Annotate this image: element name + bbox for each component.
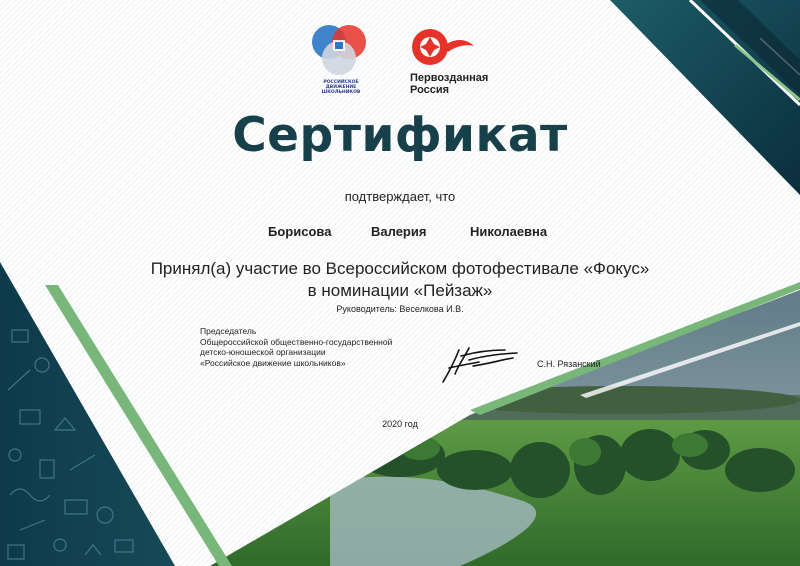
chairman-block (200, 326, 392, 368)
signature-mark (435, 338, 525, 386)
rds-logo (303, 20, 375, 98)
leader-text: Руководитель: Веселкова И.В. (336, 304, 464, 314)
chairman-line4: «Российское движение школьников» (200, 357, 346, 368)
chairman-line2: Общероссийской общественно-государственной (200, 336, 393, 347)
recipient-surname: Борисова (268, 224, 332, 239)
pr-text-line1: Первозданная (410, 72, 489, 84)
rds-text-line1: РОССИЙСКОЕ (323, 80, 359, 85)
pervozdannaya-logo (404, 24, 514, 104)
pervozdannaya-logo-text (410, 72, 488, 96)
chairman-line3: детско-юношеской организации (200, 347, 326, 357)
recipient-first-name: Валерия (371, 224, 427, 239)
pr-text-line2: Россия (410, 84, 450, 96)
confirms-text: подтверждает, что (344, 189, 456, 204)
participation-line2: в номинации «Пейзаж» (307, 281, 493, 300)
participation-line1: Принял(а) участие во Всероссийском фотофестивале «Фокус» (150, 259, 650, 278)
camera-aperture-icon (404, 24, 484, 70)
certificate-title: Сертификат (232, 108, 568, 163)
rds-emblem-icon (303, 20, 375, 82)
chairman-line1: Председатель (200, 326, 257, 336)
certificate-year: 2020 год (382, 419, 418, 429)
recipient-patronymic: Николаевна (470, 224, 548, 239)
signer-name: С.Н. Рязанский (537, 359, 601, 369)
top-right-corner (610, 0, 800, 195)
rds-logo-text (309, 80, 373, 95)
rds-text-line2: ДВИЖЕНИЕ ШКОЛЬНИКОВ (321, 85, 361, 95)
